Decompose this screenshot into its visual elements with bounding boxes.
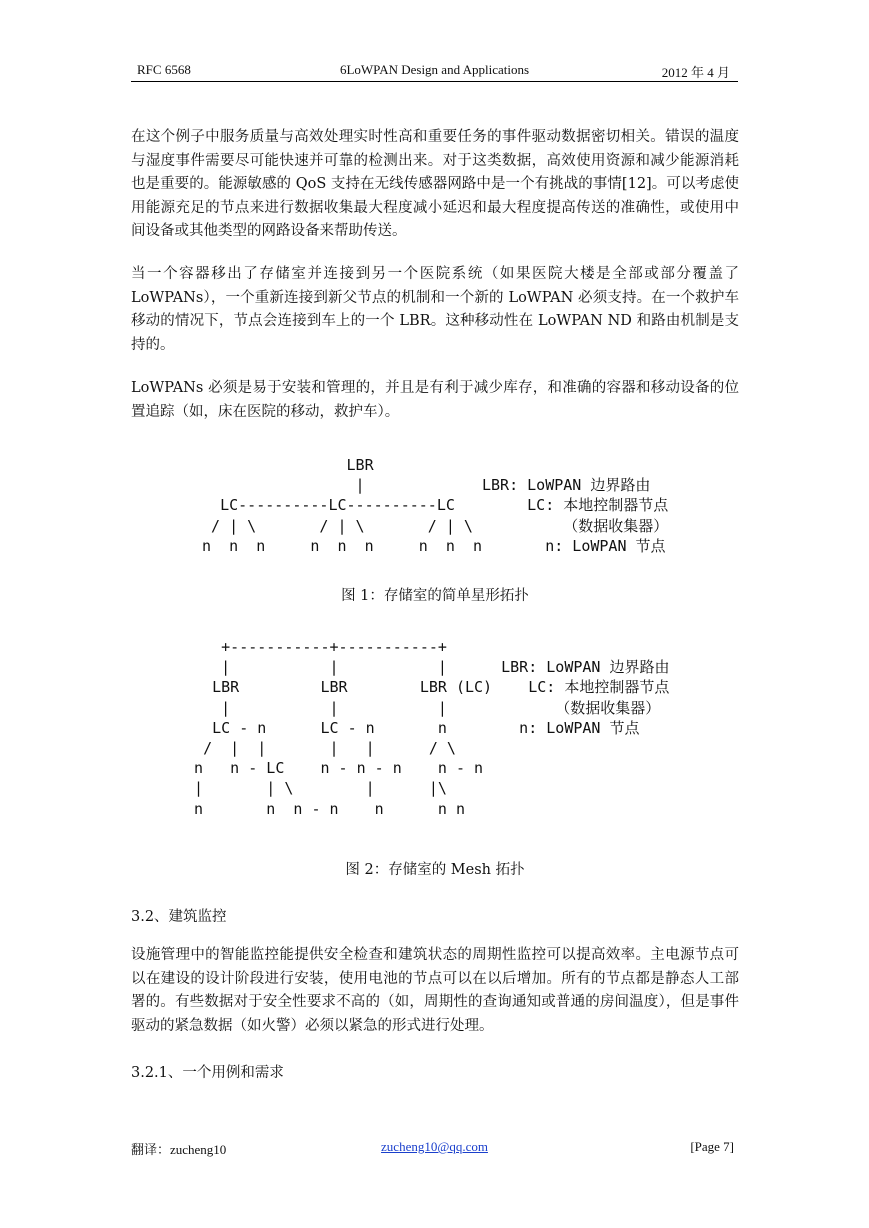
paragraph-installation: LoWPANs 必须是易于安装和管理的，并且是有利于减少库存，和准确的容器和移动设备的位置追踪（如，床在医院的移动，救护车）。 [131,380,739,420]
figure-1-star-topology: LBR | LBR: LoWPAN 边界路由 LC----------LC----------LC LC: 本地控制器节点 / | \ / | \ / | \ （数据收集器） n n n n n n n n n n: LoWPAN 节点 [202,456,669,555]
figure-1-caption: 图 1：存储室的简单星形拓扑 [341,588,529,604]
paragraph-mobility: 当一个容器移出了存储室并连接到另一个医院系统（如果医院大楼是全部或部分覆盖了LoWPANs），一个重新连接到新父节点的机制和一个新的 LoWPAN 必须支持。在一个救护车移动的情况下，节点会连接到车上的一个 LBR。这种移动性在 LoWPAN ND 和路由机制是支持的。 [131,266,739,353]
figure-2-mesh-topology: +-----------+-----------+ | | | LBR: LoWPAN 边界路由 LBR LBR LBR (LC) LC: 本地控制器节点 | | | （数据收集器） LC - n LC - n n n: LoWPAN 节点 / | | | | / \ n n - LC n - n - n n - n | | \ | |\ n n n - n n n n [194,638,670,818]
section-heading-building-monitoring: 3.2、建筑监控 [131,909,227,925]
page-header [131,62,738,82]
footer-translator: 翻译：zucheng10 [131,1142,227,1157]
figure-2-caption: 图 2：存储室的 Mesh 拓扑 [345,862,525,878]
header-divider [131,81,738,82]
paragraph-qos: 在这个例子中服务质量与高效处理实时性高和重要任务的事件驱动数据密切相关。错误的温度与湿度事件需要尽可能快速并可靠的检测出来。对于这类数据，高效使用资源和减少能源消耗也是重要的。能源敏感的 QoS 支持在无线传感器网路中是一个有挑战的事情[12]。可以考虑使用能源充足的节点来进行数据收集最大程度减小延迟和最大程度提高传送的准确性，或使用中间设备或其他类型的网路设备来帮助传送。 [131,129,739,239]
footer-email-wrap [131,1139,738,1155]
header-rfc-number: RFC 6568 [137,62,191,77]
header-date: 2012 年 4 月 [661,65,730,80]
footer-page-number: [Page 7] [690,1139,734,1154]
section-heading-use-case: 3.2.1、一个用例和需求 [131,1065,284,1081]
page-footer [131,1139,738,1159]
footer-email-link[interactable]: zucheng10@qq.com [381,1139,488,1154]
paragraph-building-monitoring: 设施管理中的智能监控能提供安全检查和建筑状态的周期性监控可以提高效率。主电源节点可以在建设的设计阶段进行安装，使用电池的节点可以在以后增加。所有的节点都是静态人工部署的。有些数据对于安全性要求不高的（如，周期性的查询通知或普通的房间温度），但是事件驱动的紧急数据（如火警）必须以紧急的形式进行处理。 [131,947,739,1034]
header-title: 6LoWPAN Design and Applications [339,62,530,77]
